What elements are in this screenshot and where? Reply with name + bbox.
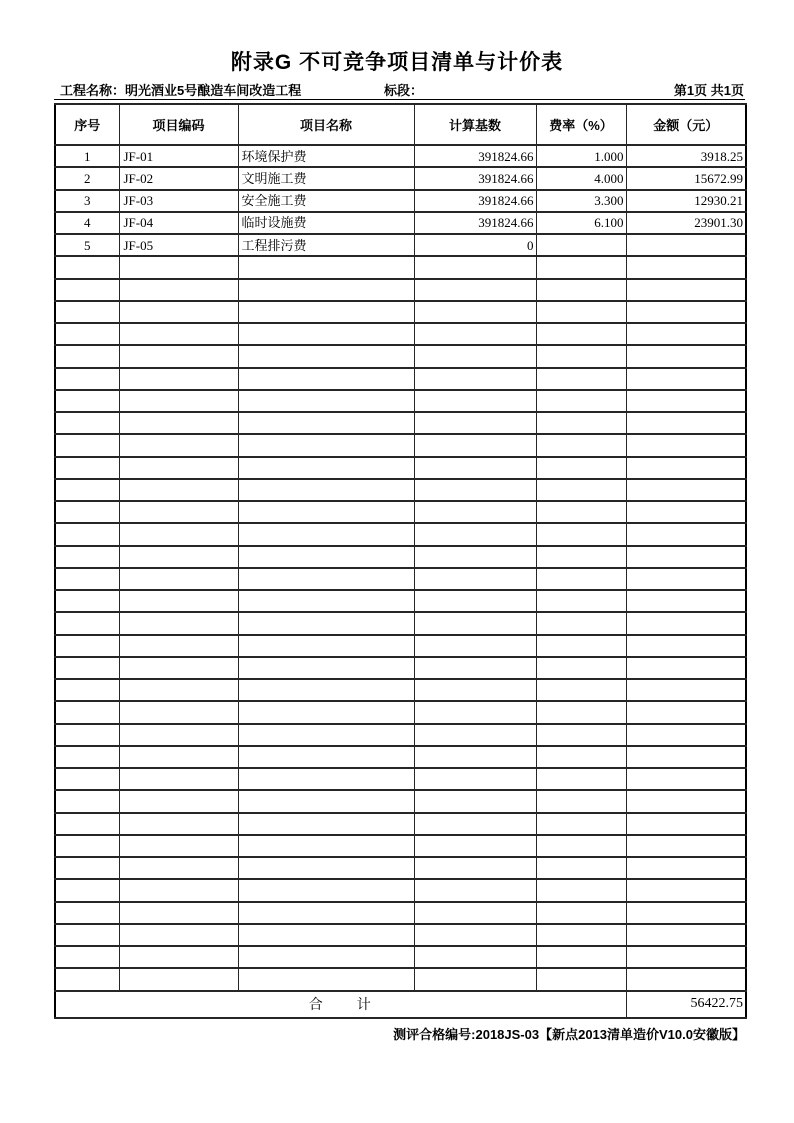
- empty-row: [55, 412, 746, 434]
- cell-rate: [536, 279, 626, 301]
- cell-name: [238, 679, 414, 701]
- cell-name: [238, 590, 414, 612]
- cell-code: [119, 790, 238, 812]
- cell-name: [238, 568, 414, 590]
- cell-amount: [626, 724, 746, 746]
- empty-row: [55, 301, 746, 323]
- cell-rate: [536, 546, 626, 568]
- cell-code: [119, 724, 238, 746]
- cell-code: [119, 679, 238, 701]
- cell-rate: [536, 679, 626, 701]
- cell-name: [238, 412, 414, 434]
- cell-code: [119, 479, 238, 501]
- empty-row: [55, 813, 746, 835]
- header-code: 项目编码: [119, 104, 238, 145]
- cell-code: [119, 501, 238, 523]
- cell-seq: 5: [55, 234, 119, 256]
- header-name: 项目名称: [238, 104, 414, 145]
- cell-seq: [55, 546, 119, 568]
- cell-rate: [536, 612, 626, 634]
- cell-name: [238, 946, 414, 968]
- empty-row: [55, 479, 746, 501]
- cell-amount: [626, 968, 746, 990]
- cell-rate: [536, 746, 626, 768]
- cell-seq: [55, 835, 119, 857]
- cell-rate: [536, 946, 626, 968]
- cell-code: [119, 568, 238, 590]
- cell-code: [119, 256, 238, 278]
- cell-rate: [536, 768, 626, 790]
- cell-amount: [626, 323, 746, 345]
- cell-rate: [536, 523, 626, 545]
- cell-code: [119, 412, 238, 434]
- cell-rate: [536, 835, 626, 857]
- cell-seq: [55, 813, 119, 835]
- cell-code: [119, 546, 238, 568]
- cell-rate: [536, 924, 626, 946]
- project-name-label: 工程名称：: [60, 83, 126, 98]
- cell-seq: [55, 523, 119, 545]
- cell-code: [119, 590, 238, 612]
- cell-base: [414, 279, 536, 301]
- cell-base: [414, 835, 536, 857]
- page-title: 附录G 不可竞争项目清单与计价表: [230, 51, 564, 74]
- cell-code: [119, 457, 238, 479]
- cell-seq: [55, 968, 119, 990]
- cell-base: [414, 368, 536, 390]
- cell-code: [119, 657, 238, 679]
- empty-row: [55, 746, 746, 768]
- empty-row: [55, 724, 746, 746]
- empty-row: [55, 368, 746, 390]
- cell-name: [238, 457, 414, 479]
- cell-amount: [626, 635, 746, 657]
- cell-amount: [626, 946, 746, 968]
- cell-amount: [626, 390, 746, 412]
- cell-amount: [626, 902, 746, 924]
- cell-name: [238, 345, 414, 367]
- cell-rate: [536, 790, 626, 812]
- cell-seq: [55, 345, 119, 367]
- cell-amount: [626, 546, 746, 568]
- cell-code: [119, 612, 238, 634]
- total-amount: 56422.75: [626, 991, 746, 1018]
- header-base: 计算基数: [414, 104, 536, 145]
- cell-code: [119, 390, 238, 412]
- cell-base: [414, 301, 536, 323]
- cell-base: [414, 724, 536, 746]
- cell-seq: 1: [55, 145, 119, 167]
- table-body: [55, 145, 746, 991]
- cell-amount: [626, 612, 746, 634]
- cell-rate: 4.000: [536, 167, 626, 189]
- cell-amount: [626, 234, 746, 256]
- cell-name: [238, 612, 414, 634]
- page-number-indicator: 第1页 共1页: [673, 83, 744, 98]
- cell-name: [238, 434, 414, 456]
- cell-code: [119, 368, 238, 390]
- cell-seq: 2: [55, 167, 119, 189]
- cell-rate: [536, 657, 626, 679]
- empty-row: [55, 323, 746, 345]
- cell-base: [414, 635, 536, 657]
- empty-row: [55, 946, 746, 968]
- cell-rate: [536, 457, 626, 479]
- empty-row: [55, 523, 746, 545]
- cell-code: [119, 924, 238, 946]
- cell-name: [238, 968, 414, 990]
- cell-name: [238, 924, 414, 946]
- cell-seq: [55, 679, 119, 701]
- empty-row: [55, 390, 746, 412]
- cell-rate: [536, 301, 626, 323]
- cell-amount: [626, 279, 746, 301]
- section-label: 标段：: [384, 83, 424, 98]
- cell-rate: [536, 390, 626, 412]
- empty-row: [55, 345, 746, 367]
- cell-amount: [626, 790, 746, 812]
- cell-seq: [55, 724, 119, 746]
- cell-code: [119, 301, 238, 323]
- cell-base: [414, 590, 536, 612]
- cell-code: JF-01: [119, 145, 238, 167]
- cell-base: [414, 701, 536, 723]
- cell-rate: [536, 724, 626, 746]
- cell-amount: [626, 368, 746, 390]
- cell-code: [119, 879, 238, 901]
- table-footer: [55, 991, 746, 1018]
- cell-amount: [626, 501, 746, 523]
- cell-name: 临时设施费: [238, 212, 414, 234]
- empty-row: [55, 457, 746, 479]
- total-row: [55, 991, 746, 1018]
- cell-name: 文明施工费: [238, 167, 414, 189]
- cell-rate: [536, 968, 626, 990]
- cell-code: [119, 701, 238, 723]
- cell-seq: [55, 368, 119, 390]
- cell-base: [414, 657, 536, 679]
- cell-code: [119, 434, 238, 456]
- cell-name: [238, 256, 414, 278]
- cell-code: JF-04: [119, 212, 238, 234]
- cell-rate: [536, 434, 626, 456]
- empty-row: [55, 902, 746, 924]
- cell-name: [238, 501, 414, 523]
- cell-amount: [626, 434, 746, 456]
- cell-code: [119, 523, 238, 545]
- empty-row: [55, 590, 746, 612]
- cell-amount: [626, 857, 746, 879]
- cell-rate: [536, 323, 626, 345]
- cell-seq: [55, 323, 119, 345]
- cell-amount: [626, 256, 746, 278]
- empty-row: [55, 501, 746, 523]
- table-row: [55, 212, 746, 234]
- cell-seq: [55, 256, 119, 278]
- cell-amount: [626, 835, 746, 857]
- certification-note: 测评合格编号:2018JS-03【新点2013清单造价V10.0安徽版】: [393, 1027, 745, 1042]
- cell-seq: [55, 501, 119, 523]
- cell-code: [119, 857, 238, 879]
- header-seq: 序号: [55, 104, 119, 145]
- empty-row: [55, 679, 746, 701]
- cell-code: [119, 946, 238, 968]
- cell-name: [238, 301, 414, 323]
- project-name-value: 明光酒业5号酿造车间改造工程: [125, 83, 302, 98]
- cell-seq: [55, 879, 119, 901]
- cell-amount: 12930.21: [626, 190, 746, 212]
- cell-rate: [536, 412, 626, 434]
- cell-name: [238, 657, 414, 679]
- cell-code: [119, 323, 238, 345]
- cell-base: [414, 568, 536, 590]
- cell-base: [414, 256, 536, 278]
- cell-seq: [55, 768, 119, 790]
- cell-base: [414, 768, 536, 790]
- cell-amount: [626, 813, 746, 835]
- cell-code: [119, 902, 238, 924]
- empty-row: [55, 701, 746, 723]
- cell-base: 0: [414, 234, 536, 256]
- cell-name: [238, 368, 414, 390]
- cell-amount: [626, 879, 746, 901]
- cell-code: JF-03: [119, 190, 238, 212]
- cell-seq: [55, 412, 119, 434]
- empty-row: [55, 857, 746, 879]
- cell-amount: [626, 768, 746, 790]
- cell-amount: [626, 701, 746, 723]
- empty-row: [55, 968, 746, 990]
- cell-base: [414, 412, 536, 434]
- cell-seq: [55, 902, 119, 924]
- cell-rate: [536, 635, 626, 657]
- cell-amount: [626, 345, 746, 367]
- table-row: [55, 190, 746, 212]
- cell-seq: [55, 635, 119, 657]
- cell-amount: [626, 657, 746, 679]
- cell-seq: [55, 434, 119, 456]
- cell-rate: [536, 879, 626, 901]
- cell-seq: 3: [55, 190, 119, 212]
- cell-base: [414, 924, 536, 946]
- cell-amount: 15672.99: [626, 167, 746, 189]
- cell-seq: [55, 279, 119, 301]
- project-name: [60, 82, 301, 99]
- cell-code: [119, 746, 238, 768]
- cell-rate: [536, 902, 626, 924]
- cell-name: [238, 323, 414, 345]
- cell-name: [238, 724, 414, 746]
- cell-base: [414, 790, 536, 812]
- cell-rate: [536, 813, 626, 835]
- empty-row: [55, 434, 746, 456]
- cell-rate: [536, 345, 626, 367]
- cell-name: [238, 479, 414, 501]
- cell-seq: [55, 479, 119, 501]
- cell-seq: [55, 946, 119, 968]
- cell-base: [414, 968, 536, 990]
- cell-base: 391824.66: [414, 190, 536, 212]
- empty-row: [55, 657, 746, 679]
- cell-rate: [536, 479, 626, 501]
- cell-base: 391824.66: [414, 212, 536, 234]
- cell-amount: [626, 568, 746, 590]
- cell-seq: [55, 301, 119, 323]
- cell-base: [414, 857, 536, 879]
- cell-base: [414, 679, 536, 701]
- cell-name: 环境保护费: [238, 145, 414, 167]
- cell-code: [119, 345, 238, 367]
- cell-name: [238, 546, 414, 568]
- cell-rate: 3.300: [536, 190, 626, 212]
- empty-row: [55, 635, 746, 657]
- cell-base: [414, 746, 536, 768]
- cell-name: [238, 635, 414, 657]
- table-row: [55, 167, 746, 189]
- cell-amount: 3918.25: [626, 145, 746, 167]
- empty-row: [55, 790, 746, 812]
- cell-seq: [55, 790, 119, 812]
- cell-name: [238, 701, 414, 723]
- cell-seq: [55, 590, 119, 612]
- cell-rate: [536, 590, 626, 612]
- empty-row: [55, 879, 746, 901]
- table-header: [55, 104, 746, 145]
- empty-row: [55, 768, 746, 790]
- empty-row: [55, 256, 746, 278]
- cell-code: [119, 835, 238, 857]
- empty-row: [55, 612, 746, 634]
- cell-rate: [536, 857, 626, 879]
- cell-name: [238, 746, 414, 768]
- table-row: [55, 145, 746, 167]
- cell-base: [414, 345, 536, 367]
- cell-name: [238, 279, 414, 301]
- cell-amount: [626, 301, 746, 323]
- cell-rate: [536, 568, 626, 590]
- cell-rate: [536, 701, 626, 723]
- cost-table: [54, 103, 747, 1019]
- cell-name: [238, 790, 414, 812]
- cell-amount: [626, 479, 746, 501]
- cell-seq: [55, 657, 119, 679]
- cell-amount: [626, 412, 746, 434]
- cell-base: [414, 457, 536, 479]
- cell-base: [414, 523, 536, 545]
- cell-name: [238, 835, 414, 857]
- cell-base: [414, 479, 536, 501]
- cell-rate: [536, 368, 626, 390]
- cell-base: [414, 501, 536, 523]
- cell-base: [414, 813, 536, 835]
- cell-code: [119, 635, 238, 657]
- empty-row: [55, 546, 746, 568]
- cell-name: [238, 879, 414, 901]
- cell-rate: [536, 256, 626, 278]
- table-header-row: [55, 104, 746, 145]
- header-amount: 金额（元）: [626, 104, 746, 145]
- cell-code: JF-02: [119, 167, 238, 189]
- cell-amount: 23901.30: [626, 212, 746, 234]
- cell-amount: [626, 590, 746, 612]
- document-info-bar: [54, 82, 745, 100]
- cell-base: [414, 902, 536, 924]
- cell-name: [238, 857, 414, 879]
- total-label: 合 计: [55, 991, 626, 1018]
- cell-code: [119, 768, 238, 790]
- cell-amount: [626, 924, 746, 946]
- cell-rate: 1.000: [536, 145, 626, 167]
- cell-base: [414, 323, 536, 345]
- cell-seq: [55, 390, 119, 412]
- cell-base: [414, 390, 536, 412]
- cell-base: [414, 946, 536, 968]
- empty-row: [55, 279, 746, 301]
- cell-amount: [626, 457, 746, 479]
- cell-seq: [55, 924, 119, 946]
- cell-name: [238, 523, 414, 545]
- cell-seq: 4: [55, 212, 119, 234]
- cell-name: [238, 813, 414, 835]
- header-rate: 费率（%）: [536, 104, 626, 145]
- cell-seq: [55, 612, 119, 634]
- empty-row: [55, 924, 746, 946]
- empty-row: [55, 835, 746, 857]
- cell-seq: [55, 746, 119, 768]
- cell-name: [238, 768, 414, 790]
- cell-name: [238, 902, 414, 924]
- cell-code: JF-05: [119, 234, 238, 256]
- cell-amount: [626, 523, 746, 545]
- cell-code: [119, 279, 238, 301]
- cell-rate: [536, 501, 626, 523]
- cell-base: [414, 434, 536, 456]
- cell-name: 工程排污费: [238, 234, 414, 256]
- cell-seq: [55, 457, 119, 479]
- empty-row: [55, 568, 746, 590]
- cell-seq: [55, 568, 119, 590]
- cell-base: [414, 612, 536, 634]
- cell-base: [414, 546, 536, 568]
- cell-code: [119, 813, 238, 835]
- cell-rate: 6.100: [536, 212, 626, 234]
- cell-code: [119, 968, 238, 990]
- cell-seq: [55, 857, 119, 879]
- cell-amount: [626, 679, 746, 701]
- cell-seq: [55, 701, 119, 723]
- cell-base: 391824.66: [414, 145, 536, 167]
- cell-amount: [626, 746, 746, 768]
- cell-rate: [536, 234, 626, 256]
- table-row: [55, 234, 746, 256]
- cell-name: 安全施工费: [238, 190, 414, 212]
- cell-base: 391824.66: [414, 167, 536, 189]
- cell-name: [238, 390, 414, 412]
- cell-base: [414, 879, 536, 901]
